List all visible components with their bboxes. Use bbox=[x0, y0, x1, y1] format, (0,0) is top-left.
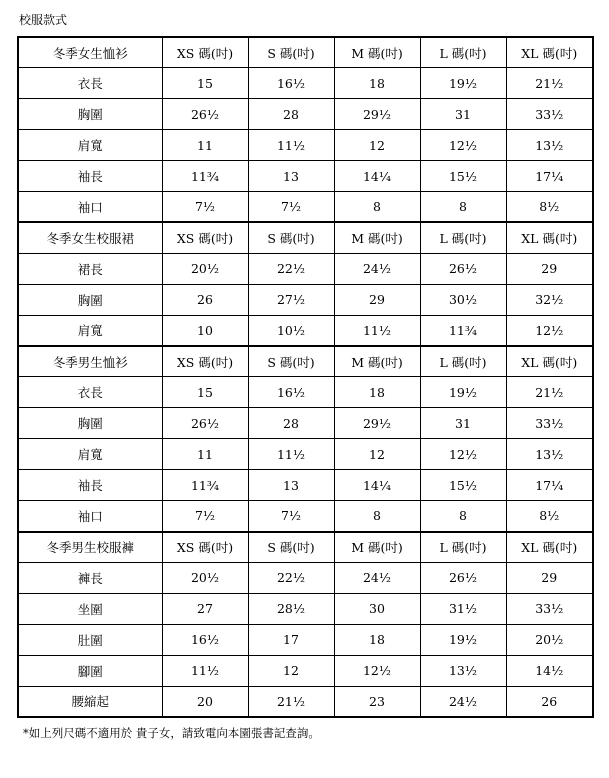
measurement-value-cell: 14½ bbox=[506, 655, 593, 686]
measurement-value-cell: 13½ bbox=[420, 655, 506, 686]
section-title-cell: 冬季男生恤衫 bbox=[18, 346, 162, 377]
measurement-value-cell: 14¼ bbox=[334, 161, 420, 192]
table-row bbox=[18, 562, 593, 593]
measurement-value-cell: 19½ bbox=[420, 68, 506, 99]
size-header-cell: XS 碼(吋) bbox=[162, 532, 248, 563]
measurement-value-cell: 21½ bbox=[506, 68, 593, 99]
measurement-value-cell: 29 bbox=[334, 284, 420, 315]
measurement-value-cell: 26 bbox=[162, 284, 248, 315]
table-row bbox=[18, 408, 593, 439]
section-header-row bbox=[18, 222, 593, 253]
size-header-cell: M 碼(吋) bbox=[334, 222, 420, 253]
table-row bbox=[18, 501, 593, 532]
measurement-value-cell: 12½ bbox=[420, 439, 506, 470]
measurement-value-cell: 8½ bbox=[506, 501, 593, 532]
measurement-value-cell: 10½ bbox=[248, 315, 334, 346]
measurement-value-cell: 8 bbox=[334, 501, 420, 532]
measurement-value-cell: 20½ bbox=[162, 253, 248, 284]
measurement-value-cell: 28 bbox=[248, 408, 334, 439]
size-header-cell: XL 碼(吋) bbox=[506, 37, 593, 68]
measurement-value-cell: 21½ bbox=[506, 377, 593, 408]
measurement-value-cell: 7½ bbox=[162, 192, 248, 223]
measurement-value-cell: 8 bbox=[334, 192, 420, 223]
table-row bbox=[18, 470, 593, 501]
measurement-value-cell: 12½ bbox=[506, 315, 593, 346]
measurement-value-cell: 13½ bbox=[506, 130, 593, 161]
size-header-cell: L 碼(吋) bbox=[420, 37, 506, 68]
measurement-value-cell: 16½ bbox=[162, 624, 248, 655]
measurement-value-cell: 18 bbox=[334, 624, 420, 655]
section-title-cell: 冬季女生校服裙 bbox=[18, 222, 162, 253]
measurement-value-cell: 30 bbox=[334, 593, 420, 624]
size-header-cell: S 碼(吋) bbox=[248, 532, 334, 563]
size-header-cell: S 碼(吋) bbox=[248, 346, 334, 377]
measurement-label-cell: 袖長 bbox=[18, 470, 162, 501]
measurement-value-cell: 12 bbox=[248, 655, 334, 686]
measurement-label-cell: 袖口 bbox=[18, 192, 162, 223]
measurement-value-cell: 11¾ bbox=[162, 470, 248, 501]
measurement-value-cell: 11½ bbox=[248, 130, 334, 161]
table-row bbox=[18, 377, 593, 408]
table-row bbox=[18, 99, 593, 130]
section-title-cell: 冬季女生恤衫 bbox=[18, 37, 162, 68]
measurement-value-cell: 15 bbox=[162, 68, 248, 99]
measurement-value-cell: 8 bbox=[420, 501, 506, 532]
table-row bbox=[18, 315, 593, 346]
section-title-cell: 冬季男生校服褲 bbox=[18, 532, 162, 563]
measurement-value-cell: 20½ bbox=[162, 562, 248, 593]
table-row bbox=[18, 593, 593, 624]
table-row bbox=[18, 253, 593, 284]
measurement-value-cell: 20½ bbox=[506, 624, 593, 655]
measurement-value-cell: 24½ bbox=[334, 562, 420, 593]
measurement-value-cell: 11 bbox=[162, 130, 248, 161]
measurement-value-cell: 17 bbox=[248, 624, 334, 655]
measurement-value-cell: 29 bbox=[506, 253, 593, 284]
measurement-value-cell: 11 bbox=[162, 439, 248, 470]
measurement-value-cell: 31 bbox=[420, 408, 506, 439]
measurement-label-cell: 胸圍 bbox=[18, 408, 162, 439]
measurement-value-cell: 14¼ bbox=[334, 470, 420, 501]
measurement-value-cell: 29½ bbox=[334, 99, 420, 130]
measurement-label-cell: 肚圍 bbox=[18, 624, 162, 655]
measurement-value-cell: 32½ bbox=[506, 284, 593, 315]
measurement-value-cell: 17¼ bbox=[506, 470, 593, 501]
measurement-value-cell: 19½ bbox=[420, 377, 506, 408]
size-header-cell: XL 碼(吋) bbox=[506, 532, 593, 563]
measurement-value-cell: 15 bbox=[162, 377, 248, 408]
measurement-value-cell: 18 bbox=[334, 377, 420, 408]
size-header-cell: L 碼(吋) bbox=[420, 532, 506, 563]
measurement-label-cell: 袖長 bbox=[18, 161, 162, 192]
measurement-value-cell: 12½ bbox=[420, 130, 506, 161]
measurement-value-cell: 30½ bbox=[420, 284, 506, 315]
measurement-value-cell: 27½ bbox=[248, 284, 334, 315]
measurement-value-cell: 12 bbox=[334, 439, 420, 470]
measurement-value-cell: 21½ bbox=[248, 686, 334, 717]
measurement-value-cell: 17¼ bbox=[506, 161, 593, 192]
measurement-label-cell: 腳圍 bbox=[18, 655, 162, 686]
measurement-value-cell: 13 bbox=[248, 470, 334, 501]
size-header-cell: S 碼(吋) bbox=[248, 37, 334, 68]
measurement-value-cell: 11½ bbox=[162, 655, 248, 686]
measurement-value-cell: 28½ bbox=[248, 593, 334, 624]
measurement-value-cell: 31½ bbox=[420, 593, 506, 624]
section-header-row bbox=[18, 532, 593, 563]
measurement-value-cell: 12½ bbox=[334, 655, 420, 686]
measurement-value-cell: 29½ bbox=[334, 408, 420, 439]
size-header-cell: XL 碼(吋) bbox=[506, 346, 593, 377]
size-header-cell: S 碼(吋) bbox=[248, 222, 334, 253]
measurement-value-cell: 8½ bbox=[506, 192, 593, 223]
measurement-value-cell: 7½ bbox=[248, 501, 334, 532]
table-row bbox=[18, 624, 593, 655]
measurement-value-cell: 24½ bbox=[420, 686, 506, 717]
measurement-value-cell: 33½ bbox=[506, 408, 593, 439]
table-row bbox=[18, 439, 593, 470]
measurement-value-cell: 8 bbox=[420, 192, 506, 223]
size-header-cell: M 碼(吋) bbox=[334, 532, 420, 563]
measurement-label-cell: 坐圍 bbox=[18, 593, 162, 624]
measurement-label-cell: 袖口 bbox=[18, 501, 162, 532]
table-row bbox=[18, 130, 593, 161]
table-row bbox=[18, 686, 593, 717]
measurement-value-cell: 26½ bbox=[420, 253, 506, 284]
table-row bbox=[18, 655, 593, 686]
measurement-value-cell: 19½ bbox=[420, 624, 506, 655]
measurement-value-cell: 28 bbox=[248, 99, 334, 130]
measurement-value-cell: 11¾ bbox=[162, 161, 248, 192]
measurement-value-cell: 26½ bbox=[162, 99, 248, 130]
table-row bbox=[18, 161, 593, 192]
measurement-value-cell: 11¾ bbox=[420, 315, 506, 346]
footnote: *如上列尺碼不適用於 貴子女，請致電向本園張書記查詢。 bbox=[23, 726, 320, 740]
measurement-value-cell: 20 bbox=[162, 686, 248, 717]
size-header-cell: XS 碼(吋) bbox=[162, 346, 248, 377]
measurement-value-cell: 7½ bbox=[162, 501, 248, 532]
measurement-value-cell: 22½ bbox=[248, 253, 334, 284]
section-header-row bbox=[18, 346, 593, 377]
table-row bbox=[18, 68, 593, 99]
measurement-value-cell: 33½ bbox=[506, 99, 593, 130]
measurement-value-cell: 23 bbox=[334, 686, 420, 717]
measurement-label-cell: 衣長 bbox=[18, 377, 162, 408]
measurement-value-cell: 10 bbox=[162, 315, 248, 346]
measurement-value-cell: 13 bbox=[248, 161, 334, 192]
measurement-label-cell: 胸圍 bbox=[18, 99, 162, 130]
size-header-cell: L 碼(吋) bbox=[420, 346, 506, 377]
measurement-value-cell: 7½ bbox=[248, 192, 334, 223]
measurement-label-cell: 腰縮起 bbox=[18, 686, 162, 717]
measurement-value-cell: 12 bbox=[334, 130, 420, 161]
size-header-cell: M 碼(吋) bbox=[334, 37, 420, 68]
measurement-label-cell: 肩寬 bbox=[18, 315, 162, 346]
measurement-label-cell: 肩寬 bbox=[18, 439, 162, 470]
measurement-value-cell: 15½ bbox=[420, 470, 506, 501]
measurement-value-cell: 26½ bbox=[420, 562, 506, 593]
measurement-value-cell: 16½ bbox=[248, 377, 334, 408]
table-row bbox=[18, 192, 593, 223]
measurement-value-cell: 31 bbox=[420, 99, 506, 130]
measurement-value-cell: 29 bbox=[506, 562, 593, 593]
measurement-value-cell: 24½ bbox=[334, 253, 420, 284]
measurement-label-cell: 胸圍 bbox=[18, 284, 162, 315]
measurement-label-cell: 衣長 bbox=[18, 68, 162, 99]
measurement-value-cell: 26 bbox=[506, 686, 593, 717]
measurement-value-cell: 18 bbox=[334, 68, 420, 99]
size-header-cell: M 碼(吋) bbox=[334, 346, 420, 377]
measurement-label-cell: 褲長 bbox=[18, 562, 162, 593]
measurement-value-cell: 15½ bbox=[420, 161, 506, 192]
measurement-value-cell: 33½ bbox=[506, 593, 593, 624]
size-header-cell: XS 碼(吋) bbox=[162, 37, 248, 68]
table-row bbox=[18, 284, 593, 315]
measurement-value-cell: 11½ bbox=[248, 439, 334, 470]
size-header-cell: XL 碼(吋) bbox=[506, 222, 593, 253]
measurement-value-cell: 26½ bbox=[162, 408, 248, 439]
measurement-value-cell: 22½ bbox=[248, 562, 334, 593]
measurement-value-cell: 16½ bbox=[248, 68, 334, 99]
measurement-value-cell: 13½ bbox=[506, 439, 593, 470]
section-header-row bbox=[18, 37, 593, 68]
measurement-label-cell: 裙長 bbox=[18, 253, 162, 284]
size-header-cell: L 碼(吋) bbox=[420, 222, 506, 253]
size-header-cell: XS 碼(吋) bbox=[162, 222, 248, 253]
document-title: 校服款式 bbox=[19, 13, 68, 27]
measurement-value-cell: 11½ bbox=[334, 315, 420, 346]
measurement-value-cell: 27 bbox=[162, 593, 248, 624]
measurement-label-cell: 肩寬 bbox=[18, 130, 162, 161]
size-chart-table bbox=[17, 36, 594, 718]
